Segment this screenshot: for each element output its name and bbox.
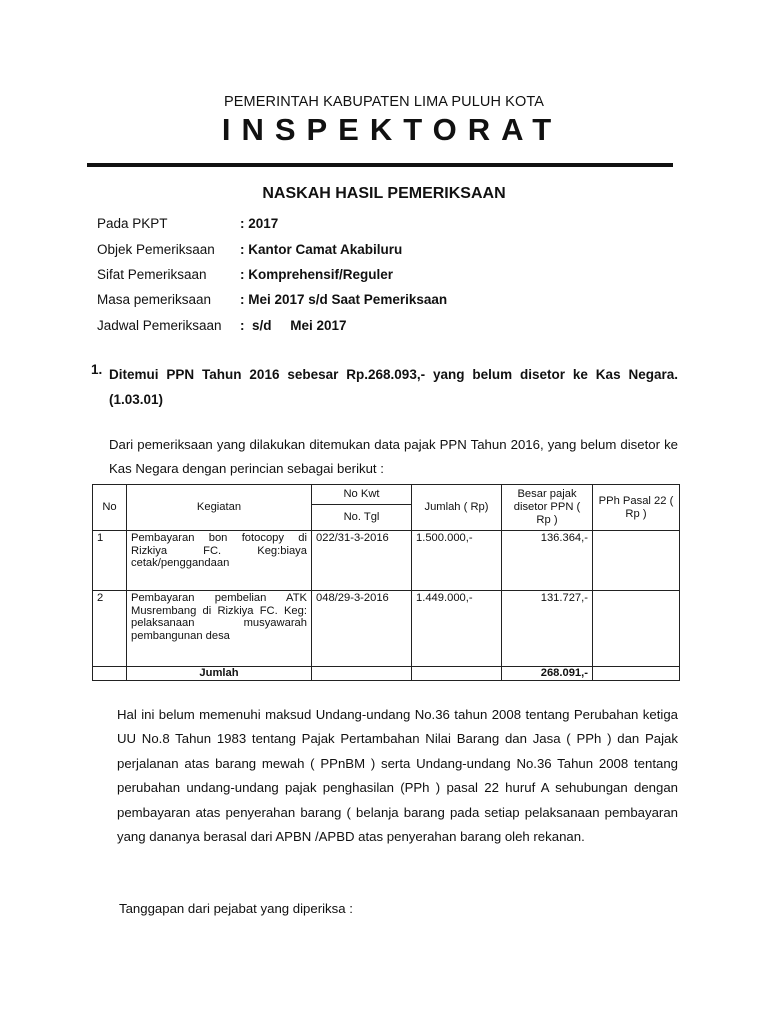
meta-value: : Komprehensif/Reguler: [240, 267, 394, 282]
row-no: 1: [93, 531, 127, 591]
finding-number: 1.: [91, 362, 103, 377]
header-pph: PPh Pasal 22 ( Rp ): [593, 485, 680, 531]
meta-label: Masa pemeriksaan: [97, 292, 212, 307]
meta-value: : Kantor Camat Akabiluru: [240, 242, 403, 257]
meta-value: : s/d Mei 2017: [240, 318, 347, 333]
row-kwt: 022/31-3-2016: [312, 531, 412, 591]
row-pph: [593, 531, 680, 591]
total-pph-cell: [593, 667, 680, 681]
total-ppn: 268.091,-: [502, 667, 593, 681]
meta-value: : 2017: [240, 216, 279, 231]
intro-paragraph: Dari pemeriksaan yang dilakukan ditemukan data pajak PPN Tahun 2016, yang belum disetor ke Kas Negara dengan perincian sebagai berikut :: [109, 437, 678, 477]
meta-label: Pada PKPT: [97, 216, 168, 231]
total-label: Jumlah: [127, 667, 312, 681]
row-pph: [593, 591, 680, 667]
response-label: Tanggapan dari pejabat yang diperiksa :: [119, 901, 353, 916]
meta-label: Objek Pemeriksaan: [97, 242, 215, 257]
table-row: [93, 591, 680, 667]
row-jumlah: 1.500.000,-: [412, 531, 502, 591]
tax-table: [92, 484, 680, 681]
header-no-tgl: No. Tgl: [312, 505, 412, 531]
meta-value: : Mei 2017 s/d Saat Pemeriksaan: [240, 292, 448, 307]
total-no-cell: [93, 667, 127, 681]
meta-label: Sifat Pemeriksaan: [97, 267, 207, 282]
government-name: PEMERINTAH KABUPATEN LIMA PULUH KOTA: [224, 94, 544, 110]
meta-label: Jadwal Pemeriksaan: [97, 318, 222, 333]
header-rule: [87, 163, 673, 167]
header-no-kwt: No Kwt: [312, 485, 412, 505]
table-row: [93, 531, 680, 591]
row-kwt: 048/29-3-2016: [312, 591, 412, 667]
header-ppn: Besar pajak disetor PPN ( Rp ): [502, 485, 593, 531]
total-row: [93, 667, 680, 681]
header-no: No: [93, 485, 127, 531]
finding-title: Ditemui PPN Tahun 2016 sebesar Rp.268.093,- yang belum disetor ke Kas Negara. (1.03.01): [109, 367, 678, 407]
row-kegiatan: Pembayaran bon fotocopy di Rizkiya FC. Keg:biaya cetak/penggandaan: [127, 531, 312, 591]
row-ppn: 136.364,-: [502, 531, 593, 591]
document-title: NASKAH HASIL PEMERIKSAAN: [262, 185, 506, 202]
total-jumlah-cell: [412, 667, 502, 681]
legal-basis-paragraph: Hal ini belum memenuhi maksud Undang-undang No.36 tahun 2008 tentang Perubahan ketiga UU No.8 Tahun 1983 tentang Pajak Pertambahan Nilai Barang dan Jasa ( PPh ) dan Pajak perjalanan atas barang mewah ( PPnBM ) serta Undang-undang No.36 Tahun 2008 tentang perubahan undang-undang pajak penghasilan (PPh ) pasal 22 huruf A sehubungan dengan pembayaran atas penyerahan barang ( belanja barang pada setiap pelaksanaan pembayaran yang dananya berasal dari APBN /APBD atas penyerahan barang oleh rekanan.: [117, 707, 678, 845]
header-kegiatan: Kegiatan: [127, 485, 312, 531]
row-kegiatan: Pembayaran pembelian ATK Musrembang di Rizkiya FC. Keg: pelaksanaan musyawarah pembangunan desa: [127, 591, 312, 667]
office-name: INSPEKTORAT: [221, 112, 563, 147]
row-ppn: 131.727,-: [502, 591, 593, 667]
total-kwt-cell: [312, 667, 412, 681]
header-jumlah: Jumlah ( Rp): [412, 485, 502, 531]
row-jumlah: 1.449.000,-: [412, 591, 502, 667]
row-no: 2: [93, 591, 127, 667]
